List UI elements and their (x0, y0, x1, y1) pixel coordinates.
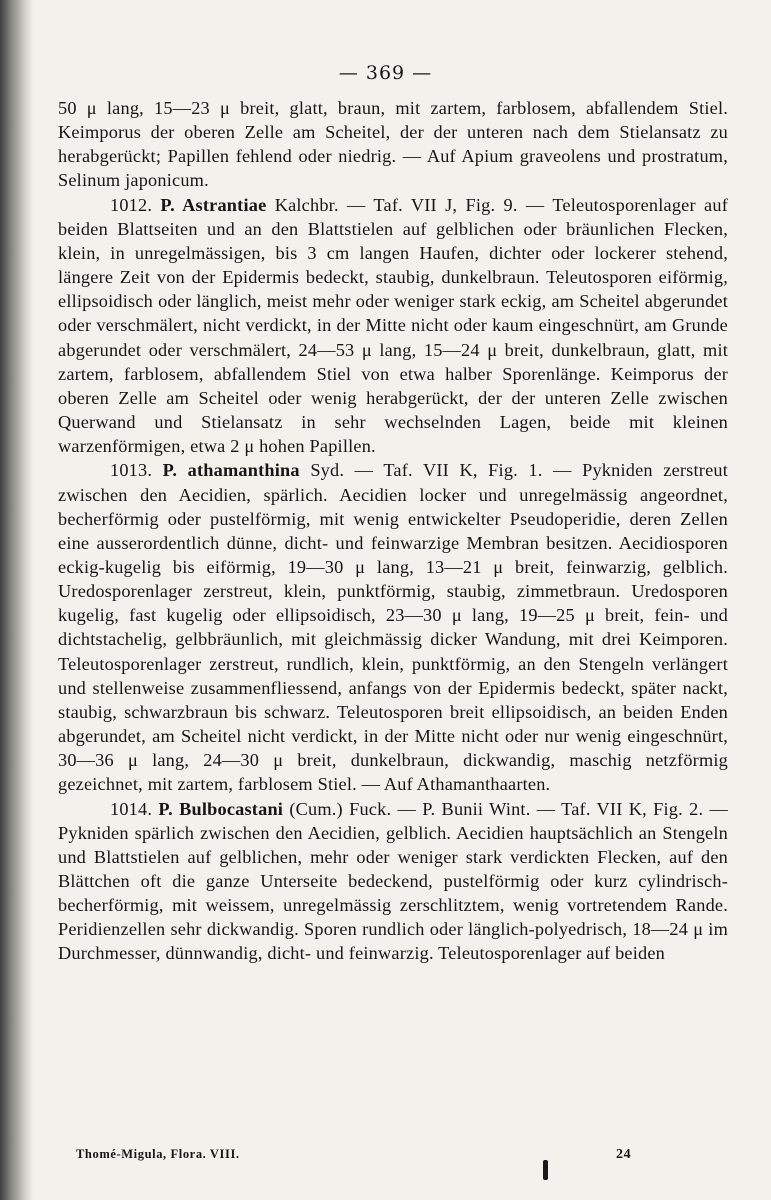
footer-signature-mark: 24 (616, 1147, 632, 1162)
entry-number: 1013. (110, 460, 153, 481)
entry-text: Syd. — Taf. VII K, Fig. 1. — Pykniden zerstreut zwischen den Aecidien, spärlich. Aecidien locker und unregelmässig angeordnet, becherförmig oder pustelförmig, mit wenig entwickelter Pseudoperidie, deren Zellen eine ausserordentlich dünne, dicht- und feinwarzige Membran besitzen. Aecidiosporen eckig-kugelig bis eiförmig, 19—30 μ lang, 13—21 μ breit, feinwarzig, gelblich. Uredosporenlager zerstreut, klein, punktförmig, staubig, zimmetbraun. Uredosporen kugelig, fast kugelig oder ellipsoidisch, 23—30 μ lang, 19—25 μ breit, fein- und dichtstachelig, gelbbräunlich, mit gleichmässig dicker Wandung, mit drei Keimporen. Teleutosporenlager zerstreut, rundlich, klein, punktförmig, an den Stengeln verlängert und stellenweise zusammenfliessend, anfangs von der Epidermis bedeckt, später nackt, staubig, schwarzbraun bis schwarz. Teleutosporen breit ellipsoidisch, an beiden Enden abgerundet, am Scheitel nicht verdickt, in der Mitte nicht oder nur wenig eingeschnürt, 30—36 μ lang, 24—30 μ breit, dunkelbraun, dickwandig, maschig netzförmig gezeichnet, mit zartem, farblosem Stiel. — Auf Athamanthaarten. (58, 460, 729, 795)
page-footer (76, 1147, 656, 1169)
body-text (58, 96, 728, 966)
footer-source: Thomé-Migula, Flora. VIII. (76, 1147, 240, 1161)
page-edge-shadow (0, 0, 34, 1200)
species-name: P. Bulbocastani (158, 798, 284, 819)
page-number: — 369 — (338, 62, 433, 84)
species-name: P. athamanthina (162, 460, 300, 481)
paragraph-continuation: 50 μ lang, 15—23 μ breit, glatt, braun, mit zartem, farblosem, abfallendem Stiel. Keimporus der oberen Zelle am Scheitel, der der unteren nach dem Stielansatz zu herabgerückt; Papillen fehlend oder niedrig. — Auf Apium graveolens und prostratum, Selinum japonicum. (58, 98, 728, 191)
entry-1013 (58, 458, 728, 796)
species-name: P. Astrantiae (160, 194, 267, 215)
entry-1014 (58, 797, 728, 966)
entry-1012 (58, 193, 728, 459)
ink-mark (543, 1160, 548, 1180)
entry-number: 1014. (110, 798, 153, 819)
entry-text: (Cum.) Fuck. — P. Bunii Wint. — Taf. VII K, Fig. 2. — Pykniden spärlich zwischen den Aecidien, gelblich. Aecidien hauptsächlich an Stengeln und Blattstielen auf gelblichen, mehr oder weniger stark verdickten Flecken, auf den Blättchen oft die ganze Unterseite bedeckend, pustelförmig oder kurz cylindrisch-becherförmig, mit weissem, unregelmässig zerschlitztem, wenig vortretendem Rande. Peridienzellen sehr dickwandig. Sporen rundlich oder länglich-polyedrisch, 18—24 μ im Durchmesser, dünnwandig, dicht- und feinwarzig. Teleutosporenlager auf beiden (58, 798, 728, 964)
entry-text: Kalchbr. — Taf. VII J, Fig. 9. — Teleutosporenlager auf beiden Blattseiten und an den Blattstielen auf gelblichen oder bräunlichen Flecken, klein, in unregelmässigen, bis 3 cm langen Haufen, dichter oder lockerer stehend, längere Zeit von der Epidermis bedeckt, staubig, dunkelbraun. Teleutosporen eiförmig, ellipsoidisch oder länglich, meist mehr oder weniger stark eckig, am Scheitel abgerundet oder verschmälert, nicht verdickt, in der Mitte nicht oder kaum eingeschnürt, am Grunde abgerundet oder verschmälert, 24—53 μ lang, 15—24 μ breit, dunkelbraun, glatt, mit zartem, farblosem, abfallendem Stiel von etwa halber Sporenlänge. Keimporus der oberen Zelle am Scheitel oder wenig herabgerückt, der der unteren Zelle zwischen Querwand und Stielansatz in sehr wechselnden Lagen, beide mit kleinen warzenförmigen, etwa 2 μ hohen Papillen. (58, 194, 728, 457)
entry-number: 1012. (110, 194, 153, 215)
